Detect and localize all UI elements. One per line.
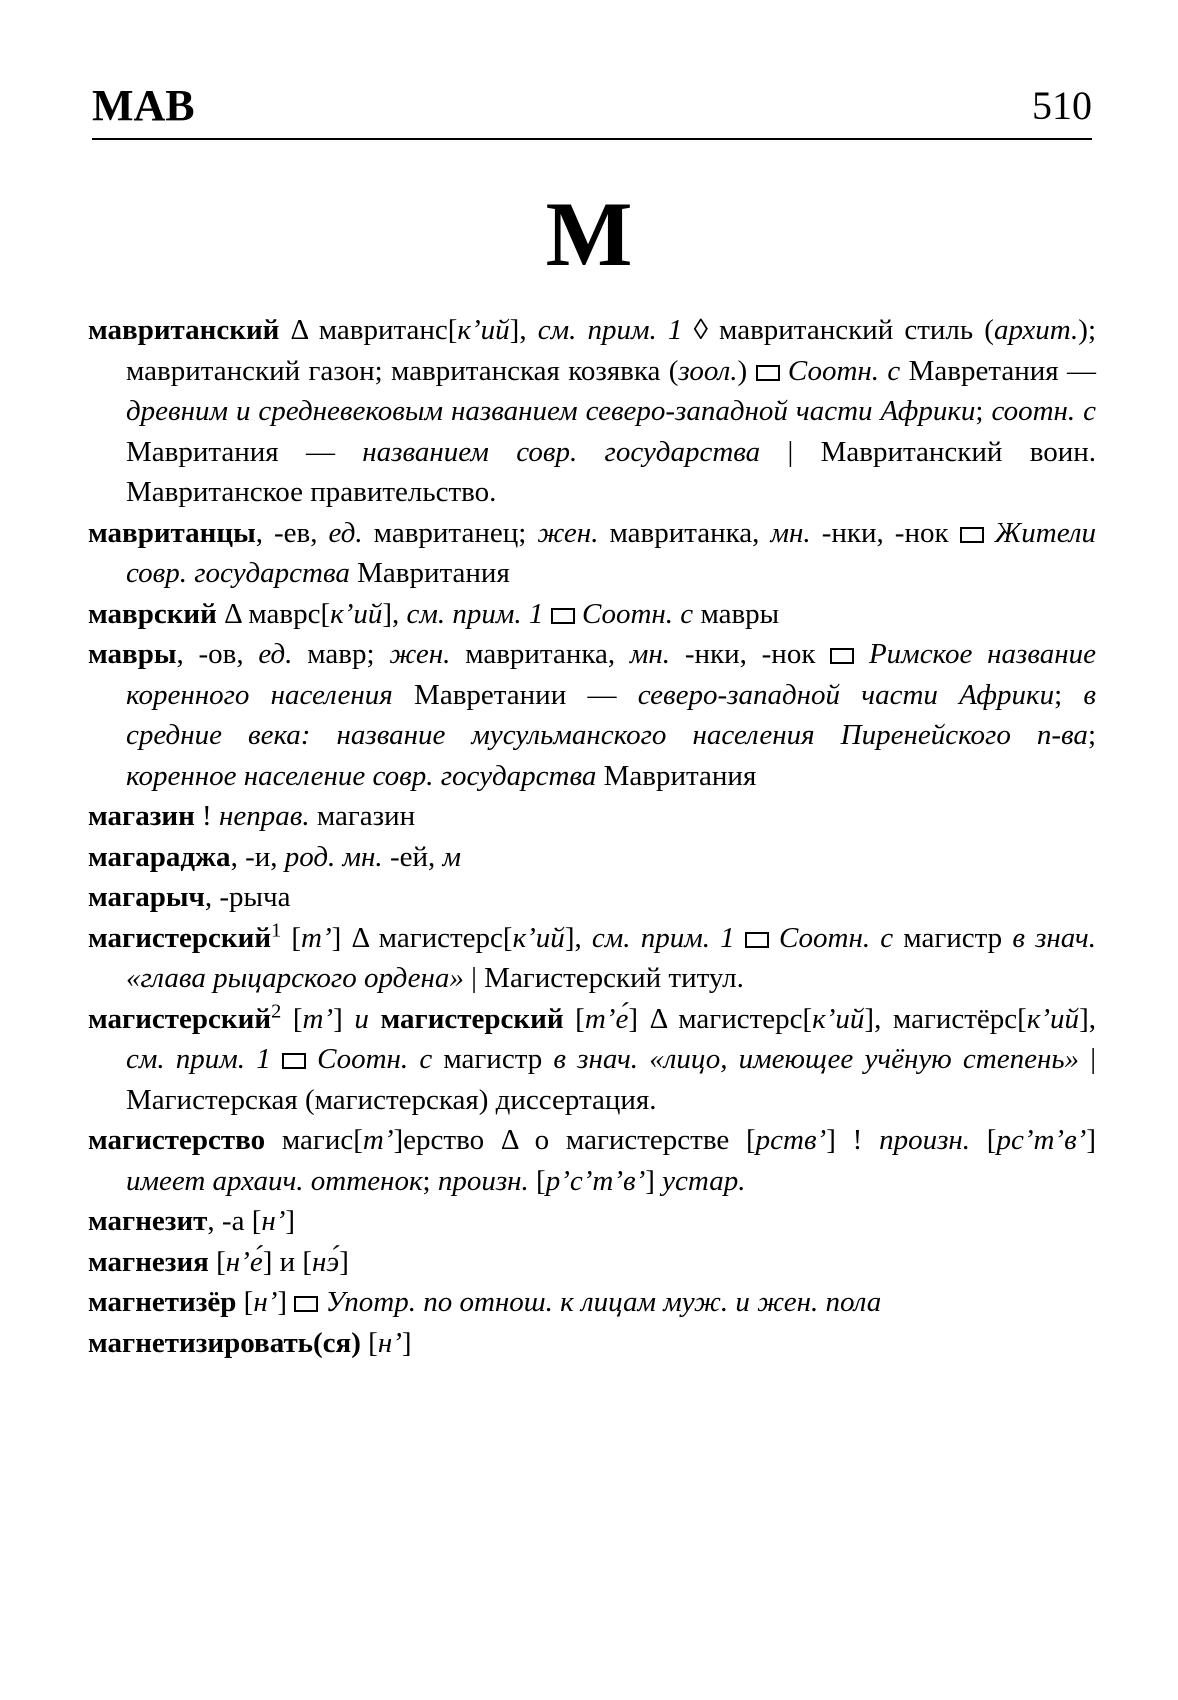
- entry-italic-text: произн.: [879, 1124, 971, 1156]
- entry-text: мавританец;: [362, 516, 538, 549]
- entry-headword: мавританцы: [88, 516, 256, 549]
- entry-text: [: [236, 1286, 254, 1318]
- entry-text: магис[: [265, 1124, 363, 1156]
- entry-headword: магнетизёр: [88, 1286, 237, 1318]
- entry-text: Δ маврс[: [216, 597, 331, 630]
- usage-box-icon: [282, 1053, 306, 1069]
- dictionary-entry: [88, 634, 1096, 796]
- entry-text: ); мавританский газон; мавританская козявка (: [126, 314, 1097, 387]
- entry-italic-text: ед.: [258, 638, 293, 670]
- entry-text: мавританка,: [450, 638, 630, 670]
- entry-text: ]: [401, 1326, 412, 1359]
- page-header: [92, 80, 1092, 144]
- entry-italic-text: кʼий: [457, 314, 510, 346]
- entry-italic-text: Жители совр. государства: [126, 516, 1096, 589]
- entry-text: Мавритания: [349, 557, 510, 589]
- entry-headword: магазин: [88, 800, 195, 832]
- entry-italic-text: рʼсʼтʼвʼ: [545, 1164, 646, 1197]
- dictionary-entry: [88, 1282, 1096, 1323]
- entry-text: [543, 598, 550, 630]
- entry-italic-text: устар.: [662, 1164, 746, 1197]
- entry-headword: магистерство: [88, 1124, 266, 1156]
- entry-italic-text: тʼ: [301, 921, 332, 954]
- dictionary-entry: [88, 796, 1096, 837]
- entry-text: ]: [333, 1002, 355, 1035]
- entry-text: ]: [277, 1286, 295, 1318]
- entry-headword: магарыч: [88, 881, 205, 913]
- entry-text: [: [528, 1164, 546, 1197]
- entry-italic-text: рсʼтʼвʼ: [996, 1124, 1087, 1156]
- entry-text: магазин: [309, 800, 416, 832]
- entry-italic-text: см. прим. 1: [591, 921, 735, 954]
- entry-italic-text: в знач. «глава рыцарского ордена»: [126, 921, 1096, 994]
- entry-text: ]ерство Δ о магистерстве [: [393, 1124, 756, 1156]
- entry-text: [575, 598, 582, 630]
- entry-text: , -рыча: [204, 881, 291, 913]
- entry-text: , -и,: [230, 840, 285, 873]
- entry-italic-text: тʼе́: [584, 1002, 629, 1035]
- entry-headword: магараджа: [88, 840, 231, 873]
- entry-headword: маврский: [88, 597, 217, 630]
- entry-italic-text: род. мн.: [284, 840, 383, 873]
- entry-text: магистр: [893, 921, 1013, 954]
- entry-text: ] Δ магистерс[: [331, 921, 513, 954]
- entry-text: Мавретании —: [392, 678, 638, 711]
- entry-text: | Магистерская (магистерская) диссертация.: [126, 1043, 1097, 1116]
- entry-text: ] !: [826, 1124, 880, 1156]
- entry-italic-text: неправ.: [218, 800, 310, 832]
- entry-text: ◊ мавританский стиль (: [682, 314, 994, 346]
- entry-headword: магистерский: [88, 1002, 272, 1035]
- entry-italic-text: м: [442, 840, 462, 873]
- entry-italic-text: названием совр. государства: [362, 435, 761, 468]
- entry-text: ], магистёрс[: [864, 1002, 1027, 1035]
- entry-text: [: [281, 921, 302, 954]
- dictionary-entry: [88, 918, 1096, 999]
- page-number: 510: [1032, 83, 1092, 128]
- dictionary-entry: [88, 1201, 1096, 1242]
- entry-text: [: [970, 1124, 997, 1156]
- usage-box-icon: [745, 932, 769, 948]
- entry-text: ]: [285, 1205, 296, 1237]
- entry-text: | Магистерский титул.: [463, 962, 744, 994]
- entry-italic-text: нʼ: [261, 1205, 286, 1237]
- dictionary-entry: [88, 837, 1096, 878]
- entry-text: ;: [422, 1164, 438, 1197]
- entry-italic-text: архит.: [993, 314, 1079, 346]
- entry-text: ;: [1054, 678, 1084, 711]
- entry-italic-text: Соотн. с: [581, 597, 694, 630]
- entry-text: мавританка,: [598, 516, 771, 549]
- usage-box-icon: [756, 365, 780, 381]
- entry-italic-text: см. прим. 1: [537, 314, 683, 346]
- entry-italic-text: в средние века: название мусульманского населения Пиренейского п-ва: [126, 678, 1096, 751]
- dictionary-entry: [88, 877, 1096, 918]
- dictionary-entry: [88, 1242, 1096, 1283]
- entry-text: -нки, -нок: [810, 516, 960, 549]
- entry-headword: магнезит: [88, 1205, 208, 1237]
- usage-box-icon: [551, 608, 575, 624]
- entry-italic-text: северо-западной части Африки: [637, 678, 1055, 711]
- entry-text: ;: [1087, 719, 1096, 751]
- entry-headword: мавританский: [88, 314, 280, 346]
- entry-italic-text: Соотн. с: [787, 354, 901, 387]
- usage-box-icon: [830, 648, 854, 664]
- entry-italic-text: коренное население совр. государства: [126, 759, 597, 792]
- entry-italic-text: кʼий: [512, 921, 565, 954]
- entry-text: ]: [339, 1245, 349, 1278]
- entry-italic-text: тʼ: [362, 1124, 394, 1156]
- entry-italic-text: кʼий: [1026, 1002, 1080, 1035]
- entry-italic-text: Соотн. с: [778, 921, 894, 954]
- entry-text: ],: [564, 921, 592, 954]
- entry-italic-text: см. прим. 1: [126, 1043, 271, 1075]
- entry-italic-text: рствʼ: [755, 1124, 827, 1156]
- entry-text: мавры: [693, 597, 780, 630]
- entry-text: [306, 1043, 317, 1075]
- entry-text: [318, 1286, 325, 1318]
- entry-text: , -ов,: [176, 638, 259, 670]
- entry-text: [780, 355, 788, 387]
- entry-text: ] и [: [262, 1245, 313, 1278]
- running-head-word: МАВ: [92, 81, 195, 130]
- entry-italic-text: и: [354, 1002, 369, 1035]
- entry-italic-text: древним и средневековым названием северо-западной части Африки: [126, 395, 976, 427]
- entry-text: [271, 1043, 282, 1075]
- entry-italic-text: жен.: [389, 638, 451, 670]
- entry-text: ],: [1079, 1002, 1096, 1035]
- usage-box-icon: [960, 527, 984, 543]
- dictionary-entry: [88, 1323, 1096, 1364]
- entry-italic-text: ед.: [328, 516, 363, 549]
- entry-text: [984, 517, 995, 549]
- entry-italic-text: произн.: [437, 1164, 529, 1197]
- entry-text: Мавретания —: [900, 354, 1097, 387]
- entry-text: [735, 922, 745, 954]
- entry-headword: магнетизировать(ся): [88, 1326, 361, 1359]
- entry-italic-text: нʼ: [377, 1326, 402, 1359]
- entry-text: , -а [: [207, 1205, 262, 1237]
- dictionary-entry: [88, 1120, 1096, 1201]
- homonym-index: 1: [271, 918, 282, 941]
- entry-text: -ей,: [382, 840, 443, 873]
- entry-text: ] Δ магистерс[: [628, 1002, 813, 1035]
- entry-text: ;: [975, 395, 992, 427]
- entry-italic-text: кʼий: [330, 597, 383, 630]
- entry-italic-text: в знач. «лицо, имеющее учёную степень»: [553, 1043, 1080, 1075]
- entry-italic-text: нэ́: [312, 1245, 340, 1278]
- entry-italic-text: нʼе́: [225, 1245, 263, 1278]
- homonym-index: 2: [271, 999, 282, 1022]
- entry-text: [: [208, 1245, 226, 1278]
- entry-headword: мавры: [88, 638, 177, 670]
- entry-headword: магнезия: [88, 1245, 209, 1278]
- entry-text: мавр;: [292, 638, 390, 670]
- dictionary-entries: [88, 310, 1096, 1363]
- entry-italic-text: зоол.: [678, 354, 738, 387]
- entry-text: -нки, -нок: [670, 638, 831, 670]
- entry-text: ],: [509, 314, 538, 346]
- entry-text: Мавритания —: [126, 435, 363, 468]
- entry-italic-text: жен.: [537, 516, 599, 549]
- usage-box-icon: [294, 1296, 318, 1312]
- section-letter: М: [545, 183, 633, 285]
- dictionary-entry: [88, 999, 1096, 1121]
- entry-text: Δ мавританс[: [279, 314, 458, 346]
- entry-text: ],: [382, 597, 407, 630]
- entry-italic-text: Употр. по отнош. к лицам муж. и жен. пола: [325, 1286, 882, 1318]
- entry-text: ]: [1086, 1124, 1096, 1156]
- entry-text: ): [737, 354, 756, 387]
- entry-text: | Мавританский воин. Мавританское правительство.: [126, 435, 1096, 508]
- entry-italic-text: мн.: [629, 638, 671, 670]
- header-rule: [92, 138, 1092, 140]
- entry-italic-text: соотн. с: [991, 395, 1096, 427]
- dictionary-entry: [88, 513, 1096, 594]
- entry-text: [: [281, 1002, 303, 1035]
- entry-italic-text: мн.: [770, 516, 811, 549]
- entry-text: ]: [645, 1164, 663, 1197]
- entry-text: [769, 922, 779, 954]
- entry-italic-text: см. прим. 1: [406, 597, 544, 630]
- entry-italic-text: имеет архаич. оттенок: [126, 1164, 423, 1197]
- dictionary-entry: [88, 310, 1096, 513]
- entry-text: магистр: [432, 1043, 554, 1075]
- entry-italic-text: Соотн. с: [317, 1043, 433, 1075]
- entry-italic-text: нʼ: [253, 1286, 278, 1318]
- entry-text: [: [563, 1002, 585, 1035]
- entry-italic-text: тʼ: [302, 1002, 334, 1035]
- entry-text: , -ев,: [255, 516, 329, 549]
- entry-headword: магистерский: [88, 921, 272, 954]
- entry-text: [: [360, 1326, 378, 1359]
- entry-text: Мавритания: [596, 759, 757, 792]
- entry-italic-text: Римское название коренного населения: [126, 638, 1097, 711]
- dictionary-entry: [88, 594, 1096, 635]
- entry-headword: магистерский: [380, 1002, 564, 1035]
- entry-italic-text: кʼий: [812, 1002, 865, 1035]
- entry-text: [854, 638, 869, 670]
- entry-text: [369, 1003, 381, 1035]
- entry-text: !: [194, 800, 219, 832]
